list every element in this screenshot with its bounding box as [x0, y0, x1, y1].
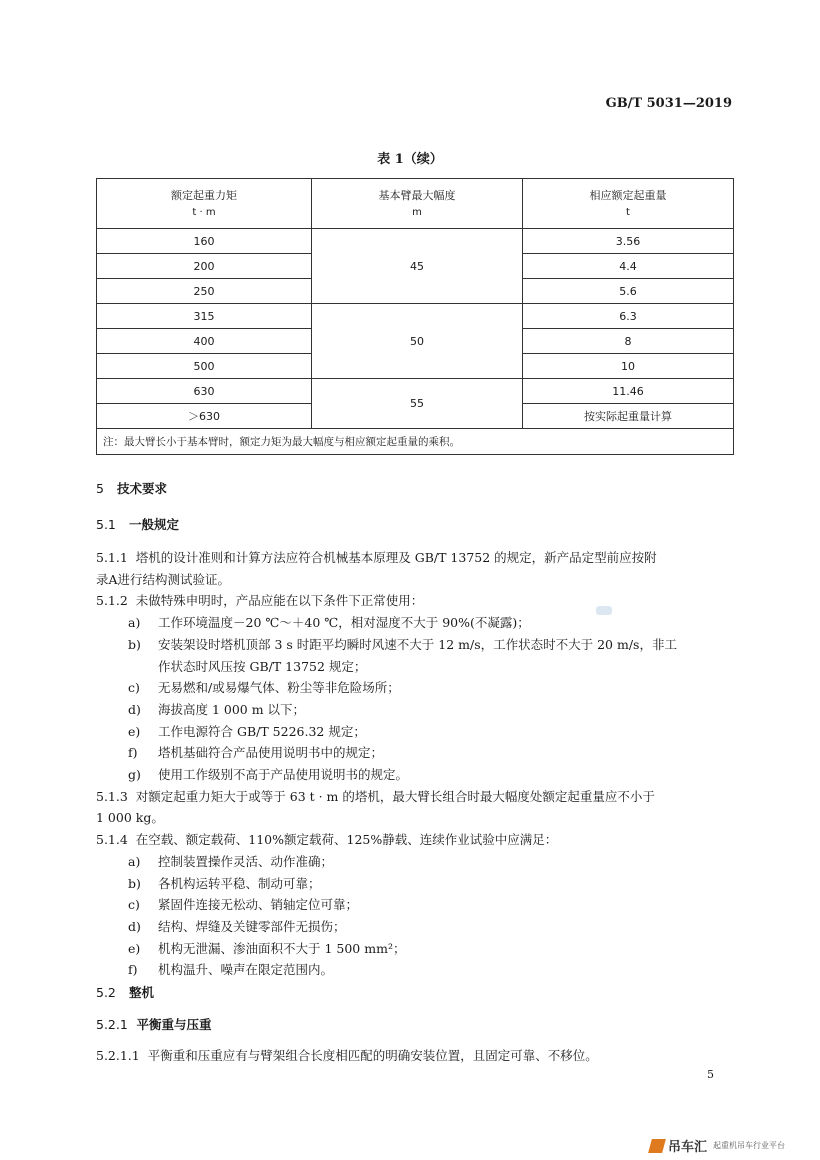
list-item: e) 工作电源符合 GB/T 5226.32 规定； [128, 723, 366, 739]
paragraph-5-1-3-cont: 1 000 kg。 [96, 810, 164, 826]
table-note-row [97, 429, 734, 455]
list-item: a) 控制装置操作灵活、动作准确； [128, 853, 334, 869]
list-item: f) 塔机基础符合产品使用说明书中的规定； [128, 745, 384, 761]
subsection-heading: 5.1 一般规定 [96, 517, 179, 532]
paragraph-5-1-3: 5.1.3 对额定起重力矩大于或等于 63 t · m 的塔机，最大臂长组合时最大幅度处额定起重量应不小于 [96, 788, 655, 804]
cell-moment: 500 [97, 354, 312, 379]
list-item: c) 无易燃和/或易爆气体、粉尘等非危险场所； [128, 680, 400, 696]
cell-radius-group: 45 [312, 229, 523, 304]
table-row [97, 304, 734, 329]
cell-capacity: 按实际起重量计算 [523, 404, 734, 429]
table-row [97, 379, 734, 404]
body-paragraphs [96, 547, 736, 981]
rating-table [96, 178, 734, 455]
page-number: 5 [707, 1068, 714, 1081]
cell-moment: 160 [97, 229, 312, 254]
header-rated-moment: 额定起重力矩 t · m [97, 179, 312, 229]
header-rated-load: 相应额定起重量 t [523, 179, 734, 229]
cell-capacity: 11.46 [523, 379, 734, 404]
cell-moment: 250 [97, 279, 312, 304]
site-logo [650, 1136, 785, 1155]
list-item: d) 结构、焊缝及关键零部件无损伤； [128, 918, 346, 934]
cell-radius-group: 50 [312, 304, 523, 379]
list-item: a) 工作环境温度－20 ℃～＋40 ℃，相对湿度不大于 90%(不凝露)； [128, 615, 530, 631]
paragraph-5-2-1-1: 5.2.1.1 平衡重和压重应有与臂架组合长度相匹配的明确安装位置，且固定可靠、不移位。 [96, 1048, 598, 1063]
logo-text: 吊车汇 [668, 1140, 708, 1155]
cell-capacity: 8 [523, 329, 734, 354]
paragraph-5-1-4: 5.1.4 在空载、额定载荷、110%额定载荷、125%静载、连续作业试验中应满足： [96, 832, 558, 848]
cell-capacity: 3.56 [523, 229, 734, 254]
paragraph-5-1-1: 5.1.1 塔机的设计准则和计算方法应符合机械基本原理及 GB/T 13752 的规定，新产品定型前应按附 [96, 550, 657, 565]
standard-code: GB/T 5031—2019 [605, 96, 732, 111]
cell-capacity: 5.6 [523, 279, 734, 304]
cell-capacity: 6.3 [523, 304, 734, 329]
header-max-radius: 基本臂最大幅度 m [312, 179, 523, 229]
list-item-cont: 作状态时风压按 GB/T 13752 规定； [158, 658, 367, 674]
list-item: e) 机构无泄漏、渗油面积不大于 1 500 mm²； [128, 940, 406, 956]
list-item: g) 使用工作级别不高于产品使用说明书的规定。 [128, 767, 409, 783]
cell-moment: 315 [97, 304, 312, 329]
table-row [97, 229, 734, 254]
table-header-row [97, 179, 734, 229]
list-item: d) 海拔高度 1 000 m 以下； [128, 701, 306, 717]
subsubsection-heading: 5.2.1 平衡重与压重 [96, 1017, 212, 1032]
list-item: c) 紧固件连接无松动、销轴定位可靠； [128, 897, 359, 913]
list-item: b) 各机构运转平稳、制动可靠； [128, 875, 321, 891]
table-title: 表 1（续） [377, 152, 443, 167]
cell-capacity: 4.4 [523, 254, 734, 279]
crane-logo-icon [648, 1139, 666, 1153]
section-heading: 5 技术要求 [96, 481, 168, 496]
cell-moment: 630 [97, 379, 312, 404]
list-item: f) 机构温升、噪声在限定范围内。 [128, 962, 334, 978]
cell-moment: 200 [97, 254, 312, 279]
logo-subtitle: 起重机吊车行业平台 [713, 1141, 786, 1150]
cell-radius-group: 55 [312, 379, 523, 429]
paragraph-5-1-1-cont: 录A进行结构测试验证。 [96, 571, 231, 587]
list-item: b) 安装架设时塔机顶部 3 s 时距平均瞬时风速不大于 12 m/s，工作状态时不大于 20 m/s，非工 [128, 636, 677, 652]
cell-moment: 400 [97, 329, 312, 354]
paragraph-5-1-2: 5.1.2 未做特殊申明时，产品应能在以下条件下正常使用： [96, 593, 424, 609]
table-note: 注：最大臂长小于基本臂时，额定力矩为最大幅度与相应额定起重量的乘积。 [97, 429, 734, 455]
cell-moment: ＞630 [97, 404, 312, 429]
cell-capacity: 10 [523, 354, 734, 379]
subsection-heading: 5.2 整机 [96, 985, 154, 1000]
